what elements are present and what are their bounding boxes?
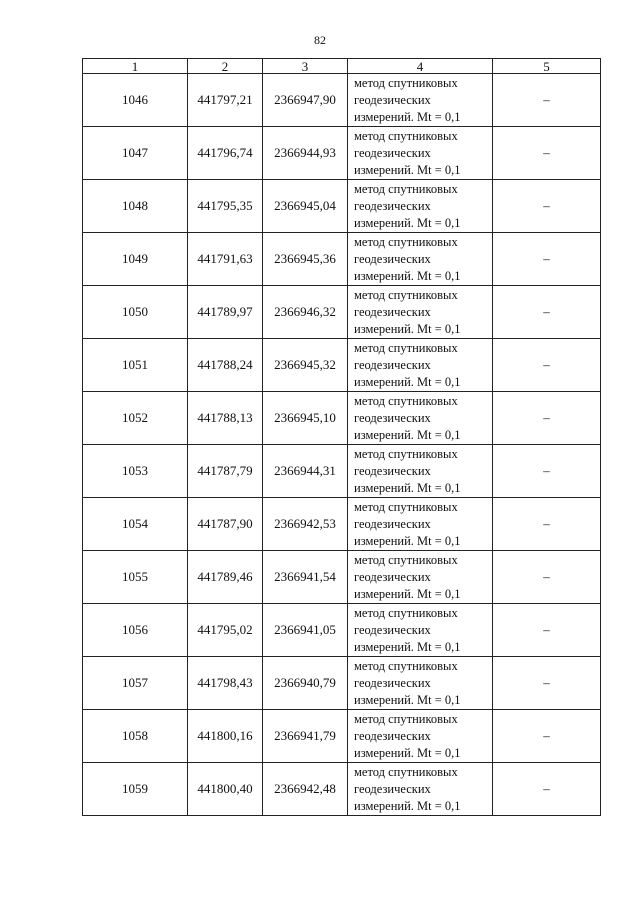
- table-row: [83, 286, 601, 339]
- method-line: метод спутниковых: [354, 287, 458, 302]
- method-line: метод спутниковых: [354, 181, 458, 196]
- method-cell: [348, 339, 493, 392]
- method-line: геодезических: [354, 251, 431, 266]
- method-line: геодезических: [354, 92, 431, 107]
- method-line: метод спутниковых: [354, 340, 458, 355]
- method-cell: [348, 180, 493, 233]
- method-line: геодезических: [354, 569, 431, 584]
- note-cell: –: [493, 551, 601, 604]
- note-cell: –: [493, 498, 601, 551]
- method-cell: [348, 551, 493, 604]
- x-coordinate-cell: 441795,35: [188, 180, 263, 233]
- point-number-cell: 1047: [83, 127, 188, 180]
- method-line: геодезических: [354, 728, 431, 743]
- point-number-cell: 1050: [83, 286, 188, 339]
- method-line: измерений. Mt = 0,1: [354, 162, 461, 177]
- method-line: измерений. Mt = 0,1: [354, 374, 461, 389]
- method-line: геодезических: [354, 198, 431, 213]
- method-line: метод спутниковых: [354, 711, 458, 726]
- point-number-cell: 1048: [83, 180, 188, 233]
- y-coordinate-cell: 2366947,90: [263, 74, 348, 127]
- page-number: 82: [314, 33, 326, 47]
- note-cell: –: [493, 710, 601, 763]
- method-line: измерений. Mt = 0,1: [354, 692, 461, 707]
- method-line: метод спутниковых: [354, 658, 458, 673]
- table-row: [83, 127, 601, 180]
- note-cell: –: [493, 445, 601, 498]
- table-row: [83, 604, 601, 657]
- method-line: метод спутниковых: [354, 393, 458, 408]
- table-row: [83, 551, 601, 604]
- point-number-cell: 1054: [83, 498, 188, 551]
- method-line: метод спутниковых: [354, 764, 458, 779]
- method-line: геодезических: [354, 781, 431, 796]
- method-line: метод спутниковых: [354, 75, 458, 90]
- table-row: [83, 392, 601, 445]
- y-coordinate-cell: 2366941,05: [263, 604, 348, 657]
- point-number-cell: 1057: [83, 657, 188, 710]
- method-cell: [348, 392, 493, 445]
- method-line: измерений. Mt = 0,1: [354, 480, 461, 495]
- column-header-5: 5: [493, 59, 601, 74]
- note-cell: –: [493, 763, 601, 816]
- x-coordinate-cell: 441798,43: [188, 657, 263, 710]
- coordinates-table-container: [82, 58, 601, 816]
- method-line: геодезических: [354, 516, 431, 531]
- table-row: [83, 445, 601, 498]
- method-line: измерений. Mt = 0,1: [354, 109, 461, 124]
- y-coordinate-cell: 2366945,32: [263, 339, 348, 392]
- column-header-3: 3: [263, 59, 348, 74]
- method-line: геодезических: [354, 675, 431, 690]
- note-cell: –: [493, 74, 601, 127]
- y-coordinate-cell: 2366944,31: [263, 445, 348, 498]
- method-line: метод спутниковых: [354, 552, 458, 567]
- method-line: геодезических: [354, 463, 431, 478]
- method-cell: [348, 127, 493, 180]
- x-coordinate-cell: 441796,74: [188, 127, 263, 180]
- note-cell: –: [493, 657, 601, 710]
- y-coordinate-cell: 2366945,36: [263, 233, 348, 286]
- y-coordinate-cell: 2366944,93: [263, 127, 348, 180]
- table-header-row: [83, 59, 601, 74]
- method-line: измерений. Mt = 0,1: [354, 268, 461, 283]
- table-row: [83, 74, 601, 127]
- point-number-cell: 1053: [83, 445, 188, 498]
- x-coordinate-cell: 441800,16: [188, 710, 263, 763]
- method-line: измерений. Mt = 0,1: [354, 639, 461, 654]
- method-line: измерений. Mt = 0,1: [354, 745, 461, 760]
- x-coordinate-cell: 441795,02: [188, 604, 263, 657]
- point-number-cell: 1058: [83, 710, 188, 763]
- column-header-4: 4: [348, 59, 493, 74]
- table-row: [83, 339, 601, 392]
- coordinates-table: [82, 58, 601, 816]
- method-line: измерений. Mt = 0,1: [354, 427, 461, 442]
- note-cell: –: [493, 604, 601, 657]
- table-row: [83, 180, 601, 233]
- method-line: измерений. Mt = 0,1: [354, 533, 461, 548]
- y-coordinate-cell: 2366942,48: [263, 763, 348, 816]
- x-coordinate-cell: 441788,24: [188, 339, 263, 392]
- method-line: геодезических: [354, 622, 431, 637]
- note-cell: –: [493, 286, 601, 339]
- y-coordinate-cell: 2366945,04: [263, 180, 348, 233]
- method-line: измерений. Mt = 0,1: [354, 798, 461, 813]
- x-coordinate-cell: 441787,90: [188, 498, 263, 551]
- method-line: геодезических: [354, 145, 431, 160]
- note-cell: –: [493, 233, 601, 286]
- y-coordinate-cell: 2366946,32: [263, 286, 348, 339]
- column-header-2: 2: [188, 59, 263, 74]
- point-number-cell: 1055: [83, 551, 188, 604]
- method-cell: [348, 763, 493, 816]
- method-cell: [348, 233, 493, 286]
- method-cell: [348, 604, 493, 657]
- table-body: [83, 74, 601, 816]
- y-coordinate-cell: 2366942,53: [263, 498, 348, 551]
- x-coordinate-cell: 441789,46: [188, 551, 263, 604]
- x-coordinate-cell: 441789,97: [188, 286, 263, 339]
- method-cell: [348, 74, 493, 127]
- method-line: метод спутниковых: [354, 234, 458, 249]
- point-number-cell: 1052: [83, 392, 188, 445]
- point-number-cell: 1056: [83, 604, 188, 657]
- y-coordinate-cell: 2366945,10: [263, 392, 348, 445]
- method-cell: [348, 498, 493, 551]
- point-number-cell: 1059: [83, 763, 188, 816]
- x-coordinate-cell: 441787,79: [188, 445, 263, 498]
- method-line: метод спутниковых: [354, 128, 458, 143]
- y-coordinate-cell: 2366941,54: [263, 551, 348, 604]
- x-coordinate-cell: 441791,63: [188, 233, 263, 286]
- note-cell: –: [493, 392, 601, 445]
- column-header-1: 1: [83, 59, 188, 74]
- method-line: метод спутниковых: [354, 446, 458, 461]
- method-cell: [348, 657, 493, 710]
- method-cell: [348, 445, 493, 498]
- method-line: измерений. Mt = 0,1: [354, 586, 461, 601]
- method-line: метод спутниковых: [354, 605, 458, 620]
- note-cell: –: [493, 127, 601, 180]
- point-number-cell: 1051: [83, 339, 188, 392]
- point-number-cell: 1049: [83, 233, 188, 286]
- method-line: геодезических: [354, 304, 431, 319]
- method-line: геодезических: [354, 410, 431, 425]
- point-number-cell: 1046: [83, 74, 188, 127]
- table-row: [83, 233, 601, 286]
- table-row: [83, 498, 601, 551]
- y-coordinate-cell: 2366941,79: [263, 710, 348, 763]
- x-coordinate-cell: 441800,40: [188, 763, 263, 816]
- note-cell: –: [493, 180, 601, 233]
- x-coordinate-cell: 441788,13: [188, 392, 263, 445]
- method-line: метод спутниковых: [354, 499, 458, 514]
- note-cell: –: [493, 339, 601, 392]
- table-row: [83, 657, 601, 710]
- x-coordinate-cell: 441797,21: [188, 74, 263, 127]
- method-line: измерений. Mt = 0,1: [354, 321, 461, 336]
- method-line: измерений. Mt = 0,1: [354, 215, 461, 230]
- table-row: [83, 710, 601, 763]
- method-cell: [348, 286, 493, 339]
- method-line: геодезических: [354, 357, 431, 372]
- method-cell: [348, 710, 493, 763]
- y-coordinate-cell: 2366940,79: [263, 657, 348, 710]
- table-row: [83, 763, 601, 816]
